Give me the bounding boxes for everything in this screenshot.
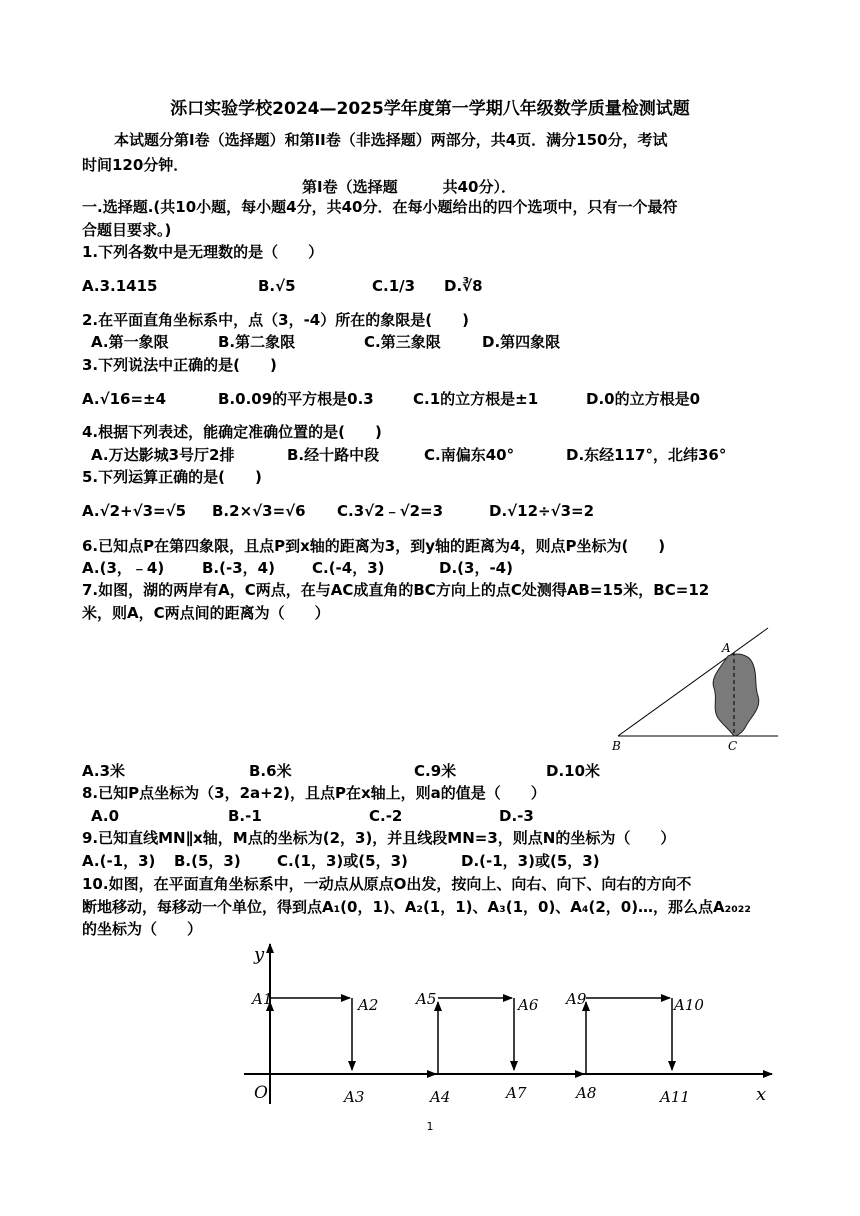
label-a5: A5	[416, 990, 437, 1008]
q5-option-a: A.√2+√3=√5	[82, 502, 187, 520]
label-origin: O	[254, 1083, 268, 1103]
q6-option-c: C.(-4，3)	[312, 559, 385, 577]
q7-option-d: D.10米	[546, 762, 601, 780]
lake-triangle-figure	[600, 622, 790, 756]
label-a10: A10	[674, 996, 704, 1014]
q6-option-b: B.(-3，4)	[202, 559, 275, 577]
q5-option-b: B.2×√3=√6	[212, 502, 306, 520]
q4-option-d: D.东经117°，北纬36°	[566, 446, 727, 464]
q7-stem-line-1: 7.如图，湖的两岸有A，C两点，在与AC成直角的BC方向上的点C处测得AB=15米，BC=12	[82, 581, 710, 599]
q2-option-c: C.第三象限	[364, 333, 441, 351]
q10-stem-line-2: 断地移动，每移动一个单位，得到点A₁(0，1)、A₂(1，1)、A₃(1，0)、A₄(2，0)…，那么点A₂₀₂₂	[82, 898, 751, 916]
q3-option-c: C.1的立方根是±1	[413, 390, 539, 408]
section-line-2: 合题目要求。)	[82, 221, 172, 239]
q5-stem: 5.下列运算正确的是( )	[82, 468, 262, 486]
q5-option-d: D.√12÷√3=2	[489, 502, 595, 520]
q8-option-a: A.0	[91, 807, 120, 825]
label-a9: A9	[566, 990, 587, 1008]
q7-option-b: B.6米	[249, 762, 292, 780]
q3-option-d: D.0的立方根是0	[586, 390, 701, 408]
q9-option-b: B.(5，3)	[174, 852, 241, 870]
q3-option-a: A.√16=±4	[82, 390, 167, 408]
q9-option-d: D.(-1，3)或(5，3)	[461, 852, 600, 870]
axis-label-y: y	[254, 944, 265, 965]
q1-option-b: B.√5	[258, 277, 296, 295]
q1-stem: 1.下列各数中是无理数的是（ ）	[82, 243, 324, 261]
q4-option-b: B.经十路中段	[287, 446, 380, 464]
q8-option-c: C.-2	[369, 807, 403, 825]
label-a11: A11	[660, 1088, 690, 1106]
lake-shape	[713, 654, 759, 736]
exam-title: 泺口实验学校2024—2025学年度第一学期八年级数学质量检测试题	[170, 99, 690, 119]
q2-option-a: A.第一象限	[91, 333, 169, 351]
q6-option-d: D.(3，-4)	[439, 559, 513, 577]
q10-stem-line-1: 10.如图，在平面直角坐标系中，一动点从原点O出发，按向上、向右、向下、向右的方向不	[82, 875, 692, 893]
label-a: A	[722, 641, 731, 655]
label-b: B	[612, 739, 621, 753]
label-a7: A7	[506, 1084, 527, 1102]
q5-option-c: C.3√2﹣√2=3	[337, 502, 444, 520]
label-a4: A4	[430, 1088, 451, 1106]
q2-option-d: D.第四象限	[482, 333, 561, 351]
label-a2: A2	[358, 996, 379, 1014]
part-heading: 第I卷（选择题 共40分）．	[302, 178, 516, 196]
q1-option-c: C.1/3	[372, 277, 416, 295]
q7-option-a: A.3米	[82, 762, 126, 780]
q1-option-a: A.3.1415	[82, 277, 158, 295]
q7-stem-line-2: 米，则A，C两点间的距离为（ ）	[82, 604, 330, 622]
q9-option-c: C.(1，3)或(5，3)	[277, 852, 408, 870]
axis-label-x: x	[756, 1084, 767, 1105]
q9-stem: 9.已知直线MN∥x轴，M点的坐标为(2，3)，并且线段MN=3，则点N的坐标为（ ）	[82, 829, 676, 847]
q3-stem: 3.下列说法中正确的是( )	[82, 356, 277, 374]
label-c: C	[728, 739, 738, 753]
label-a1: A1	[252, 990, 273, 1008]
q6-option-a: A.(3，﹣4)	[82, 559, 165, 577]
moving-point-figure	[240, 938, 780, 1114]
q4-option-a: A.万达影城3号厅2排	[91, 446, 235, 464]
q1-option-d: D.∛8	[444, 277, 483, 295]
q6-stem: 6.已知点P在第四象限，且点P到x轴的距离为3，到y轴的距离为4，则点P坐标为( )	[82, 537, 666, 555]
q9-option-a: A.(-1，3)	[82, 852, 156, 870]
q4-option-c: C.南偏东40°	[424, 446, 515, 464]
section-line-1: 一.选择题.(共10小题，每小题4分，共40分．在每小题给出的四个选项中，只有一个最符	[82, 198, 678, 216]
label-a6: A6	[518, 996, 539, 1014]
intro-line-2: 时间120分钟．	[82, 156, 189, 174]
label-a8: A8	[576, 1084, 597, 1102]
q8-stem: 8.已知P点坐标为（3，2a+2)，且点P在x轴上，则a的值是（ ）	[82, 784, 546, 802]
q3-option-b: B.0.09的平方根是0.3	[218, 390, 374, 408]
q4-stem: 4.根据下列表述，能确定准确位置的是( )	[82, 423, 382, 441]
q8-option-b: B.-1	[228, 807, 262, 825]
q10-stem-line-3: 的坐标为（ ）	[82, 920, 203, 938]
q8-option-d: D.-3	[499, 807, 534, 825]
intro-line-1: 本试题分第I卷（选择题）和第II卷（非选择题）两部分，共4页．满分150分，考试	[114, 131, 668, 149]
page-number: 1	[426, 1120, 434, 1133]
q2-option-b: B.第二象限	[218, 333, 296, 351]
q2-stem: 2.在平面直角坐标系中，点（3，-4）所在的象限是( )	[82, 311, 469, 329]
label-a3: A3	[344, 1088, 365, 1106]
q7-option-c: C.9米	[414, 762, 457, 780]
